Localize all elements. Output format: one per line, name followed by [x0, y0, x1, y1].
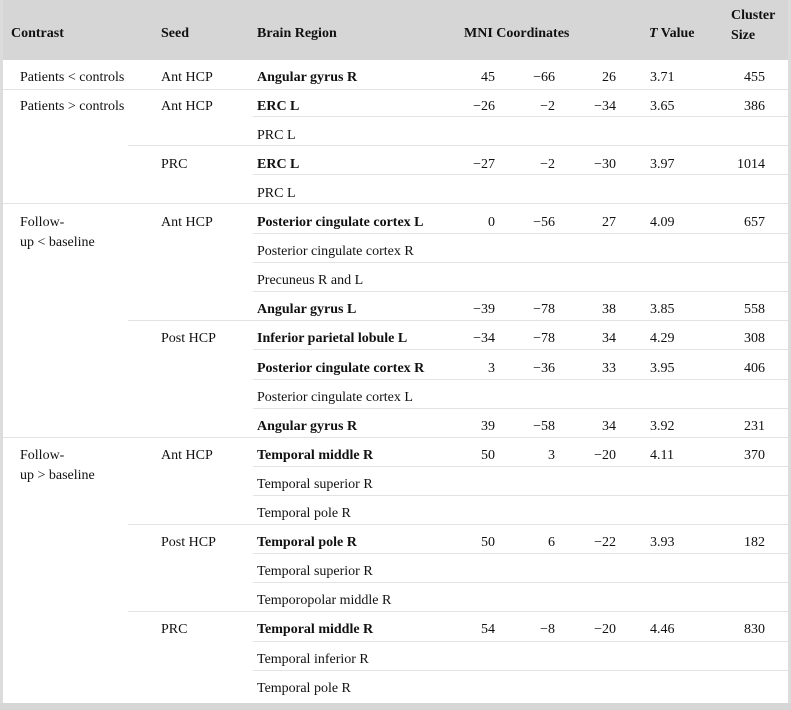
seed-cell: Ant HCP	[161, 215, 213, 230]
mni-y-cell: 3	[548, 448, 555, 463]
mni-y-cell: 6	[548, 535, 555, 550]
header-t-italic: T	[649, 26, 658, 41]
header-mni-coordinates: MNI Coordinates	[464, 26, 570, 41]
mni-z-cell: 34	[602, 331, 616, 346]
t-value-cell: 4.29	[650, 331, 675, 346]
header-t-value	[649, 24, 695, 44]
mni-x-cell: 39	[481, 419, 495, 434]
t-value-cell: 3.93	[650, 535, 675, 550]
cluster-size-cell: 231	[744, 419, 765, 434]
brain-region-cell: Temporal middle R	[257, 622, 374, 637]
mni-y-cell: −66	[533, 70, 555, 85]
row-divider	[3, 437, 788, 438]
cluster-size-cell: 558	[744, 302, 765, 317]
mni-x-cell: −34	[473, 331, 495, 346]
brain-region-cell: Posterior cingulate cortex R	[257, 244, 414, 259]
mni-z-cell: −22	[594, 535, 616, 550]
mni-y-cell: −78	[533, 331, 555, 346]
mni-z-cell: −20	[594, 448, 616, 463]
mni-z-cell: 33	[602, 361, 616, 376]
mni-y-cell: −2	[540, 99, 555, 114]
t-value-cell: 4.46	[650, 622, 675, 637]
bottom-bar	[0, 703, 791, 710]
results-table	[3, 0, 788, 703]
header-contrast: Contrast	[11, 26, 64, 41]
row-divider	[3, 89, 788, 90]
header-seed: Seed	[161, 26, 189, 41]
t-value-cell: 3.85	[650, 302, 675, 317]
brain-region-cell: Inferior parietal lobule L	[257, 331, 408, 346]
mni-x-cell: 50	[481, 448, 495, 463]
t-value-cell: 4.11	[650, 448, 674, 463]
brain-region-cell: Posterior cingulate cortex L	[257, 215, 424, 230]
mni-y-cell: −36	[533, 361, 555, 376]
contrast-cell-line2: up < baseline	[20, 235, 95, 250]
row-divider	[128, 524, 788, 525]
row-divider	[253, 408, 788, 409]
row-divider	[253, 670, 788, 671]
t-value-cell: 3.65	[650, 99, 675, 114]
mni-y-cell: −8	[540, 622, 555, 637]
brain-region-cell: Temporal pole R	[257, 506, 351, 521]
t-value-cell: 3.92	[650, 419, 675, 434]
t-value-cell: 3.97	[650, 157, 675, 172]
mni-x-cell: 50	[481, 535, 495, 550]
table-header	[3, 0, 788, 60]
brain-region-cell: Temporal pole R	[257, 535, 357, 550]
seed-cell: Post HCP	[161, 331, 216, 346]
mni-y-cell: −78	[533, 302, 555, 317]
seed-cell: PRC	[161, 157, 188, 172]
mni-x-cell: 54	[481, 622, 495, 637]
brain-region-cell: Temporal middle R	[257, 448, 374, 463]
contrast-cell: Follow-	[20, 215, 65, 230]
seed-cell: PRC	[161, 622, 188, 637]
brain-region-cell: Angular gyrus R	[257, 70, 358, 85]
brain-region-cell: Angular gyrus L	[257, 302, 357, 317]
row-divider	[253, 495, 788, 496]
cluster-size-cell: 1014	[737, 157, 765, 172]
cluster-size-cell: 830	[744, 622, 765, 637]
row-divider	[128, 145, 788, 146]
row-divider	[253, 291, 788, 292]
brain-region-cell: Temporal superior R	[257, 564, 373, 579]
brain-region-cell: Temporal pole R	[257, 681, 351, 696]
cluster-size-cell: 370	[744, 448, 765, 463]
brain-region-cell: Temporopolar middle R	[257, 593, 392, 608]
cluster-size-cell: 308	[744, 331, 765, 346]
t-value-cell: 3.95	[650, 361, 675, 376]
contrast-cell: Patients < controls	[20, 70, 125, 85]
row-divider	[253, 553, 788, 554]
mni-z-cell: 26	[602, 70, 616, 85]
row-divider	[128, 611, 788, 612]
mni-x-cell: 3	[488, 361, 495, 376]
mni-y-cell: −2	[540, 157, 555, 172]
brain-region-cell: PRC L	[257, 128, 296, 143]
cluster-size-cell: 386	[744, 99, 765, 114]
mni-z-cell: −20	[594, 622, 616, 637]
brain-region-cell: Posterior cingulate cortex L	[257, 390, 413, 405]
brain-region-cell: PRC L	[257, 186, 296, 201]
contrast-cell-line2: up > baseline	[20, 468, 95, 483]
cluster-size-cell: 406	[744, 361, 765, 376]
brain-region-cell: Temporal superior R	[257, 477, 373, 492]
seed-cell: Ant HCP	[161, 99, 213, 114]
mni-z-cell: 34	[602, 419, 616, 434]
brain-region-cell: Temporal inferior R	[257, 652, 369, 667]
row-divider	[253, 116, 788, 117]
row-divider	[253, 379, 788, 380]
header-brain-region: Brain Region	[257, 26, 337, 41]
contrast-cell: Patients > controls	[20, 99, 125, 114]
mni-z-cell: 38	[602, 302, 616, 317]
brain-region-cell: ERC L	[257, 99, 300, 114]
row-divider	[253, 349, 788, 350]
cluster-size-cell: 455	[744, 70, 765, 85]
cluster-size-cell: 182	[744, 535, 765, 550]
mni-y-cell: −56	[533, 215, 555, 230]
mni-x-cell: −26	[473, 99, 495, 114]
header-cluster: Cluster	[731, 8, 776, 23]
row-divider	[3, 203, 788, 204]
t-value-cell: 3.71	[650, 70, 675, 85]
mni-z-cell: −30	[594, 157, 616, 172]
mni-x-cell: −39	[473, 302, 495, 317]
row-divider	[253, 641, 788, 642]
seed-cell: Ant HCP	[161, 448, 213, 463]
row-divider	[253, 466, 788, 467]
header-size: Size	[731, 28, 756, 43]
cluster-size-cell: 657	[744, 215, 765, 230]
t-value-cell: 4.09	[650, 215, 675, 230]
brain-region-cell: ERC L	[257, 157, 300, 172]
mni-x-cell: 0	[488, 215, 495, 230]
contrast-cell: Follow-	[20, 448, 65, 463]
brain-region-cell: Angular gyrus R	[257, 419, 358, 434]
row-divider	[253, 233, 788, 234]
row-divider	[253, 174, 788, 175]
mni-x-cell: −27	[473, 157, 495, 172]
seed-cell: Ant HCP	[161, 70, 213, 85]
mni-z-cell: 27	[602, 215, 616, 230]
row-divider	[253, 582, 788, 583]
row-divider	[253, 262, 788, 263]
mni-y-cell: −58	[533, 419, 555, 434]
row-divider	[128, 320, 788, 321]
mni-x-cell: 45	[481, 70, 495, 85]
header-t-rest: Value	[657, 26, 695, 41]
seed-cell: Post HCP	[161, 535, 216, 550]
mni-z-cell: −34	[594, 99, 616, 114]
brain-region-cell: Precuneus R and L	[257, 273, 364, 288]
brain-region-cell: Posterior cingulate cortex R	[257, 361, 425, 376]
